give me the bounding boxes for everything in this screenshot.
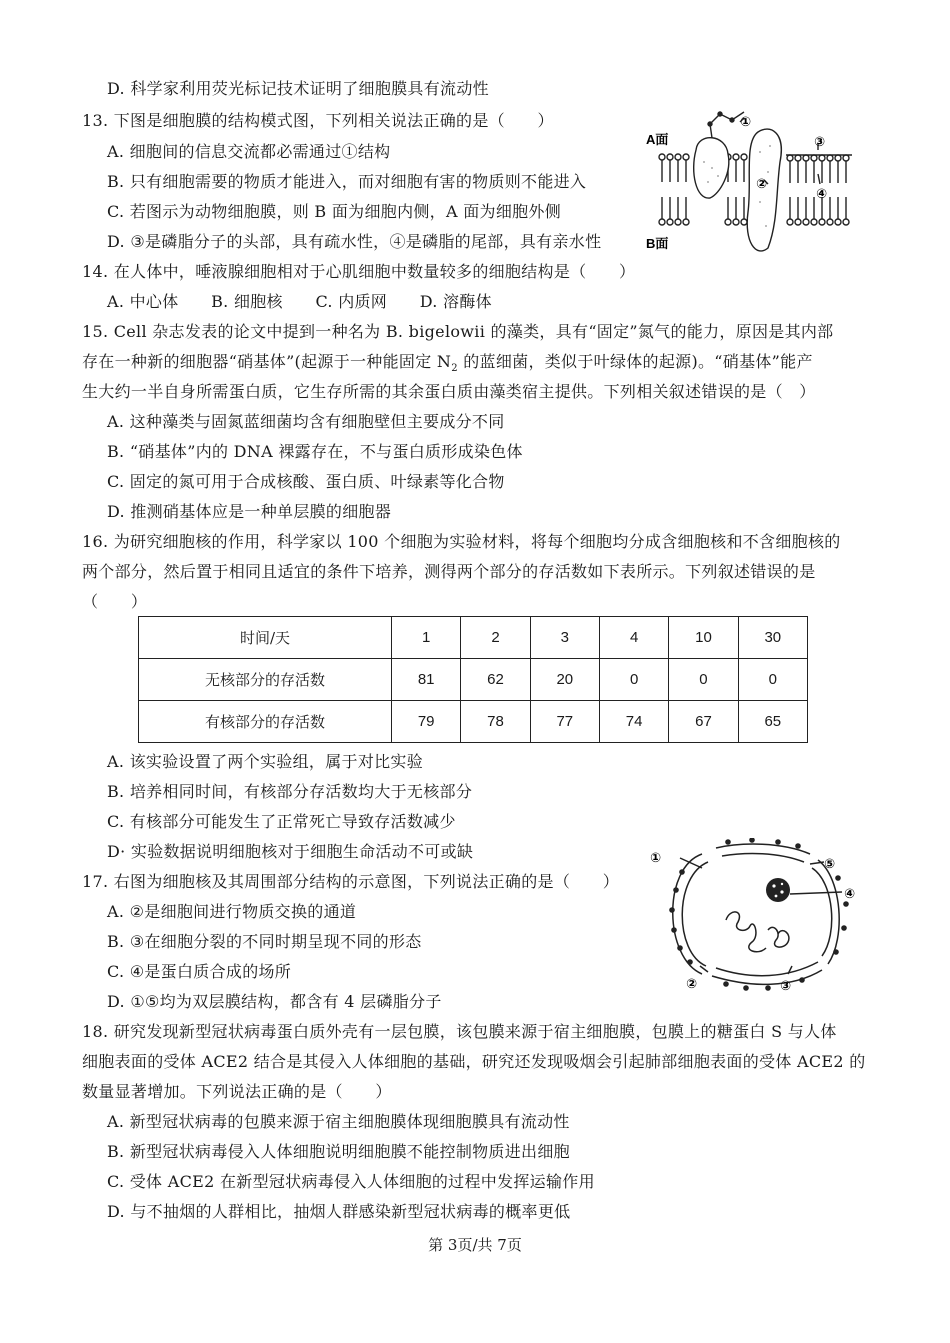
value-cell: 77 [530, 701, 599, 743]
q15-option-b: B. “硝基体”内的 DNA 裸露存在，不与蛋白质形成染色体 [107, 442, 523, 461]
label-b-side: B面 [646, 236, 669, 251]
q13-option-d: D. ③是磷脂分子的头部，具有疏水性，④是磷脂的尾部，具有亲水性 [107, 232, 602, 251]
day-cell: 1 [392, 617, 461, 659]
q15-line2: 存在一种新的细胞器“硝基体”(起源于一种能固定 $N_2$ 的蓝细菌，类似于叶绿体的起源)。“硝基体”能产 [82, 352, 813, 375]
label-a-side: A面 [646, 132, 669, 147]
q18-option-d: D. 与不抽烟的人群相比，抽烟人群感染新型冠状病毒的概率更低 [107, 1202, 571, 1221]
q14-options: A. 中心体 B. 细胞核 C. 内质网 D. 溶酶体 [107, 292, 492, 311]
q17-stem: 17. 右图为细胞核及其周围部分结构的示意图，下列说法正确的是（ ） [82, 872, 620, 891]
marker-2: ② [756, 176, 768, 191]
marker-1: ① [740, 114, 752, 129]
marker-4: ④ [816, 186, 828, 201]
q16-line2: 两个部分，然后置于相同且适宜的条件下培养，测得两个部分的存活数如下表所示。下列叙述错误的是 [82, 562, 816, 581]
q18-line3: 数量显著增加。下列说法正确的是（ ） [82, 1082, 392, 1101]
q12-option-d: D. 科学家利用荧光标记技术证明了细胞膜具有流动性 [107, 79, 489, 98]
q17-option-b: B. ③在细胞分裂的不同时期呈现不同的形态 [107, 932, 422, 951]
q15-line3: 生大约一半自身所需蛋白质，它生存所需的其余蛋白质由藻类宿主提供。下列相关叙述错误的是（ ） [82, 382, 816, 401]
q14-stem: 14. 在人体中，唾液腺细胞相对于心肌细胞中数量较多的细胞结构是（ ） [82, 262, 636, 281]
marker-3: ③ [780, 978, 792, 993]
row-label: 无核部分的存活数 [139, 659, 392, 701]
q13-option-b: B. 只有细胞需要的物质才能进入，而对细胞有害的物质则不能进入 [107, 172, 587, 191]
day-cell: 4 [599, 617, 668, 659]
value-cell: 74 [599, 701, 668, 743]
q16-option-a: A. 该实验设置了两个实验组，属于对比实验 [107, 752, 424, 771]
marker-2: ② [686, 976, 698, 991]
table-row-no-nucleus [139, 659, 808, 701]
q15-line1: 15. Cell 杂志发表的论文中提到一种名为 B. bigelowii 的藻类，具有“固定”氮气的能力，原因是其内部 [82, 322, 834, 341]
value-cell: 65 [738, 701, 807, 743]
value-cell: 0 [599, 659, 668, 701]
q18-option-a: A. 新型冠状病毒的包膜来源于宿主细胞膜体现细胞膜具有流动性 [107, 1112, 570, 1131]
row-label: 有核部分的存活数 [139, 701, 392, 743]
sugar-chain [710, 112, 744, 138]
value-cell: 78 [461, 701, 530, 743]
q18-line2: 细胞表面的受体 ACE2 结合是其侵入人体细胞的基础，研究还发现吸烟会引起肺部细胞表面的受体 ACE2 的 [82, 1052, 866, 1071]
q17-option-a: A. ②是细胞间进行物质交换的通道 [107, 902, 357, 921]
q13-option-c: C. 若图示为动物细胞膜，则 B 面为细胞内侧，A 面为细胞外侧 [107, 202, 562, 221]
chromatin [726, 912, 789, 952]
cell-membrane-diagram [640, 102, 870, 262]
day-cell: 3 [530, 617, 599, 659]
value-cell: 0 [669, 659, 738, 701]
q18-option-c: C. 受体 ACE2 在新型冠状病毒侵入人体细胞的过程中发挥运输作用 [107, 1172, 595, 1191]
nucleolus [766, 878, 790, 902]
q18-line1: 18. 研究发现新型冠状病毒蛋白质外壳有一层包膜，该包膜来源于宿主细胞膜，包膜上的糖蛋白 S 与人体 [82, 1022, 837, 1041]
table-row-with-nucleus [139, 701, 808, 743]
nucleus-diagram [642, 838, 872, 998]
marker-1: ① [650, 850, 662, 865]
q16-option-d: D· 实验数据说明细胞核对于细胞生命活动不可或缺 [107, 842, 474, 861]
value-cell: 20 [530, 659, 599, 701]
value-cell: 62 [461, 659, 530, 701]
subscript-2: 2 [451, 363, 458, 375]
day-cell: 10 [669, 617, 738, 659]
q16-option-b: B. 培养相同时间，有核部分存活数均大于无核部分 [107, 782, 473, 801]
marker-3: ③ [814, 134, 826, 149]
q15-option-c: C. 固定的氮可用于合成核酸、蛋白质、叶绿素等化合物 [107, 472, 505, 491]
q16-line3: （ ） [82, 592, 148, 611]
table-row-header [139, 617, 808, 659]
q15-option-d: D. 推测硝基体应是一种单层膜的细胞器 [107, 502, 392, 521]
q13-option-a: A. 细胞间的信息交流都必需通过①结构 [107, 142, 391, 161]
survival-table [138, 616, 808, 743]
q18-option-b: B. 新型冠状病毒侵入人体细胞说明细胞膜不能控制物质进出细胞 [107, 1142, 570, 1161]
q17-option-c: C. ④是蛋白质合成的场所 [107, 962, 292, 981]
q13-stem: 13. 下图是细胞膜的结构模式图，下列相关说法正确的是（ ） [82, 111, 554, 130]
header-cell: 时间/天 [139, 617, 392, 659]
day-cell: 30 [738, 617, 807, 659]
inner-nuclear-membrane [682, 854, 831, 976]
ribosomes [669, 838, 849, 991]
marker-4: ④ [844, 886, 856, 901]
page-footer: 第 3页/共 7页 [428, 1236, 522, 1254]
day-cell: 2 [461, 617, 530, 659]
marker-5: ⑤ [824, 856, 836, 871]
value-cell: 67 [669, 701, 738, 743]
value-cell: 0 [738, 659, 807, 701]
q17-option-d: D. ①⑤均为双层膜结构，都含有 4 层磷脂分子 [107, 992, 442, 1011]
q16-line1: 16. 为研究细胞核的作用，科学家以 100 个细胞为实验材料，将每个细胞均分成含细胞核和不含细胞核的 [82, 532, 841, 551]
value-cell: 79 [392, 701, 461, 743]
q15-option-a: A. 这种藻类与固氮蓝细菌均含有细胞壁但主要成分不同 [107, 412, 505, 431]
value-cell: 81 [392, 659, 461, 701]
q16-option-c: C. 有核部分可能发生了正常死亡导致存活数减少 [107, 812, 456, 831]
